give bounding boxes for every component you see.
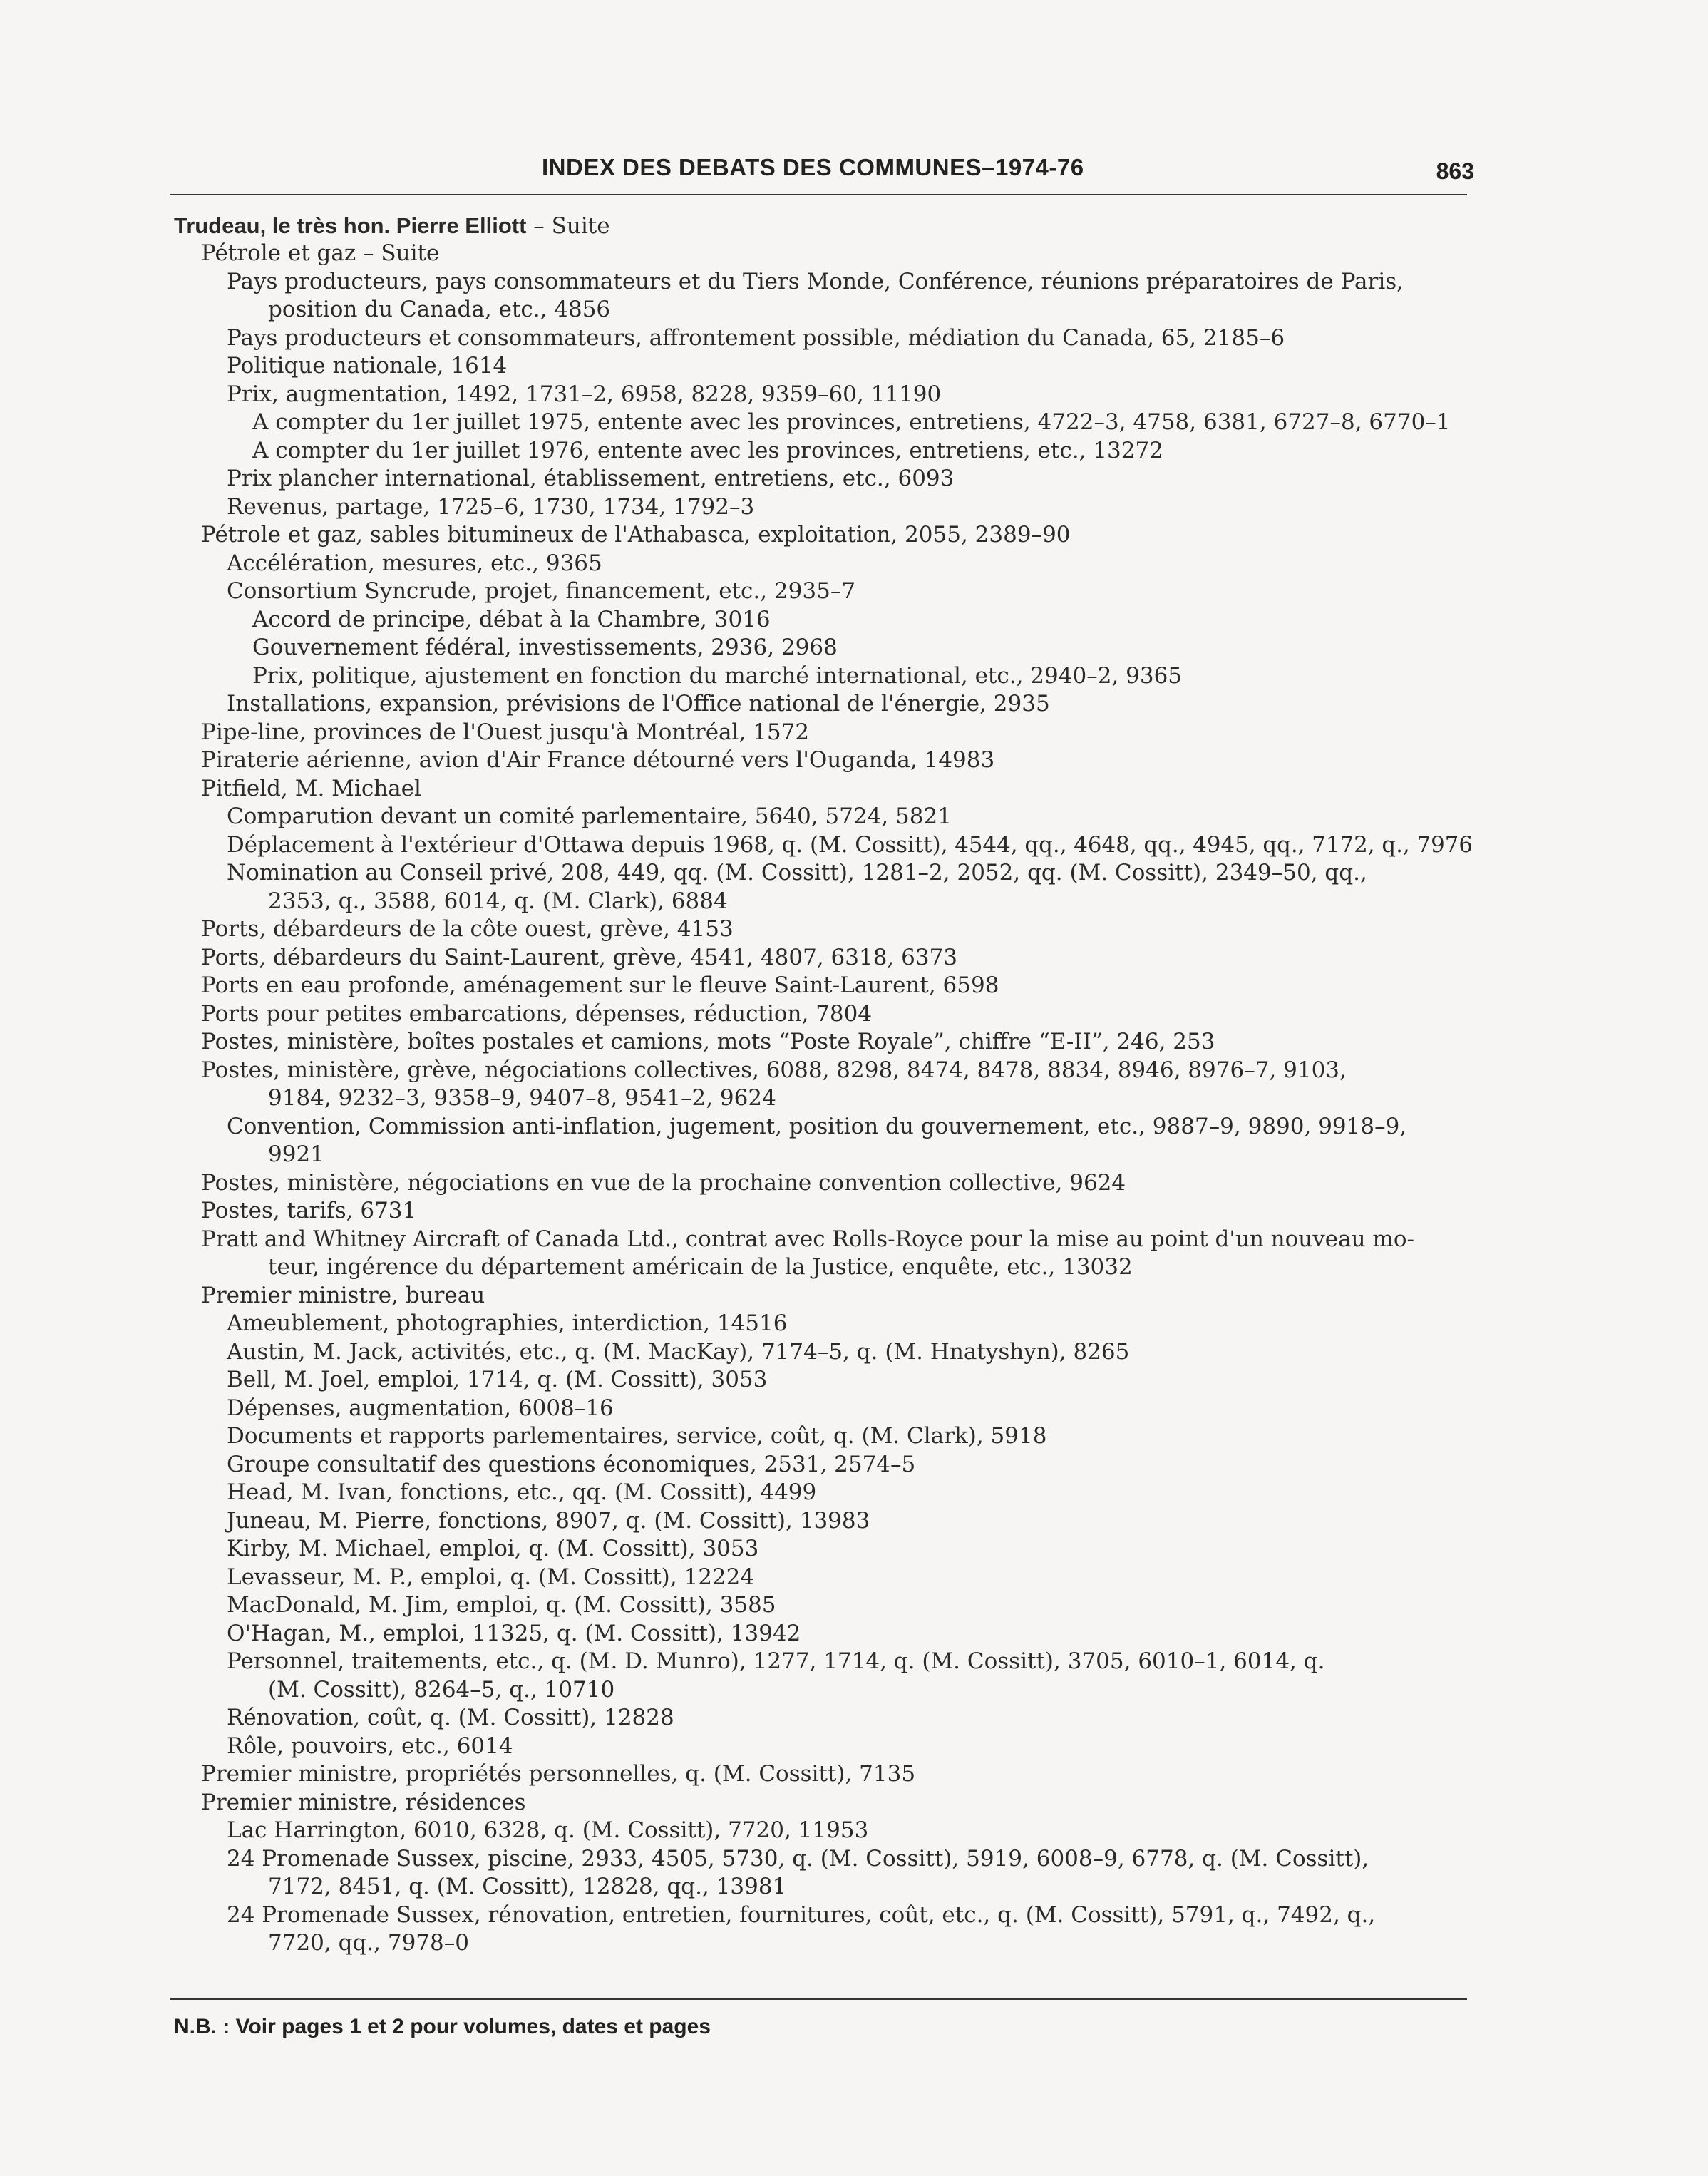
footnote: N.B. : Voir pages 1 et 2 pour volumes, dates et pages (174, 2015, 711, 2038)
index-entry: Ports pour petites embarcations, dépenses, réduction, 7804 (201, 1001, 873, 1027)
index-entry: Pétrole et gaz, sables bitumineux de l'Athabasca, exploitation, 2055, 2389–90 (201, 522, 1071, 548)
index-entry: A compter du 1er juillet 1976, entente avec les provinces, entretiens, etc., 13272 (252, 438, 1163, 463)
index-entry: Ports en eau profonde, aménagement sur le fleuve Saint-Laurent, 6598 (201, 972, 999, 998)
index-entry-continuation: 7720, qq., 7978–0 (268, 1930, 469, 1956)
index-entry: Pratt and Whitney Aircraft of Canada Ltd., contrat avec Rolls-Royce pour la mise au point d'un nouveau mo- (201, 1226, 1414, 1252)
index-entry: Groupe consultatif des questions économiques, 2531, 2574–5 (227, 1452, 916, 1477)
index-entry: Documents et rapports parlementaires, service, coût, q. (M. Clark), 5918 (227, 1423, 1047, 1449)
index-entry: Politique nationale, 1614 (227, 353, 508, 379)
index-entry: O'Hagan, M., emploi, 11325, q. (M. Cossitt), 13942 (227, 1621, 801, 1646)
index-entry: Levasseur, M. P., emploi, q. (M. Cossitt), 12224 (227, 1564, 755, 1590)
index-entry: Accélération, mesures, etc., 9365 (227, 550, 602, 576)
index-entry: Austin, M. Jack, activités, etc., q. (M. MacKay), 7174–5, q. (M. Hnatyshyn), 8265 (227, 1339, 1130, 1365)
page-number: 863 (1436, 158, 1474, 184)
index-entry: A compter du 1er juillet 1975, entente avec les provinces, entretiens, 4722–3, 4758, 6381, 6727–8, 6770–1 (252, 409, 1451, 435)
index-entry: Ameublement, photographies, interdiction, 14516 (227, 1310, 788, 1336)
index-entry: Comparution devant un comité parlementaire, 5640, 5724, 5821 (227, 804, 952, 829)
heading-name: Trudeau, le très hon. Pierre Elliott (174, 213, 527, 238)
index-entry: Postes, ministère, boîtes postales et camions, mots “Poste Royale”, chiffre “E-II”, 246, 253 (201, 1029, 1215, 1054)
index-entry: Premier ministre, résidences (201, 1790, 526, 1815)
index-entry: Pays producteurs et consommateurs, affrontement possible, médiation du Canada, 65, 2185–6 (227, 325, 1285, 351)
index-entry: Ports, débardeurs du Saint-Laurent, grève, 4541, 4807, 6318, 6373 (201, 945, 958, 970)
index-entry-continuation: 9921 (268, 1141, 324, 1167)
index-entry: Bell, M. Joel, emploi, 1714, q. (M. Cossitt), 3053 (227, 1367, 768, 1392)
index-entry: Revenus, partage, 1725–6, 1730, 1734, 1792–3 (227, 494, 755, 520)
index-entry: Déplacement à l'extérieur d'Ottawa depuis 1968, q. (M. Cossitt), 4544, qq., 4648, qq., 4945, qq., 7172, q., 7976 (227, 832, 1473, 858)
index-entry: Postes, ministère, grève, négociations collectives, 6088, 8298, 8474, 8478, 8834, 8946, 8976–7, 9103, (201, 1057, 1347, 1083)
index-entry: Nomination au Conseil privé, 208, 449, qq. (M. Cossitt), 1281–2, 2052, qq. (M. Cossitt), 2349–50, qq., (227, 860, 1367, 886)
index-entry: Personnel, traitements, etc., q. (M. D. Munro), 1277, 1714, q. (M. Cossitt), 3705, 6010–1, 6014, q. (227, 1648, 1325, 1674)
page-header-title: INDEX DES DEBATS DES COMMUNES–1974-76 (542, 154, 1084, 180)
index-entry: Consortium Syncrude, projet, financement, etc., 2935–7 (227, 578, 856, 604)
index-entry: Rénovation, coût, q. (M. Cossitt), 12828 (227, 1705, 674, 1730)
index-entry: 24 Promenade Sussex, piscine, 2933, 4505, 5730, q. (M. Cossitt), 5919, 6008–9, 6778, q. (M. Cossitt), (227, 1846, 1369, 1872)
index-entry: Gouvernement fédéral, investissements, 2936, 2968 (252, 635, 838, 660)
index-entry-continuation: teur, ingérence du département américain de la Justice, enquête, etc., 13032 (268, 1254, 1133, 1280)
index-entry: Kirby, M. Michael, emploi, q. (M. Cossitt), 3053 (227, 1536, 759, 1561)
index-entry: 24 Promenade Sussex, rénovation, entretien, fournitures, coût, etc., q. (M. Cossitt), 5791, q., 7492, q., (227, 1902, 1376, 1928)
index-entry: Premier ministre, propriétés personnelles, q. (M. Cossitt), 7135 (201, 1761, 916, 1787)
index-entry: Dépenses, augmentation, 6008–16 (227, 1395, 614, 1421)
index-entry: Head, M. Ivan, fonctions, etc., qq. (M. Cossitt), 4499 (227, 1479, 817, 1505)
index-entry-continuation: 2353, q., 3588, 6014, q. (M. Clark), 6884 (268, 888, 728, 914)
index-heading (174, 212, 610, 240)
index-entry-continuation: position du Canada, etc., 4856 (268, 297, 611, 322)
index-entry: Ports, débardeurs de la côte ouest, grève, 4153 (201, 916, 734, 942)
index-entry: Lac Harrington, 6010, 6328, q. (M. Cossitt), 7720, 11953 (227, 1817, 869, 1843)
index-entry: Pétrole et gaz – Suite (201, 240, 440, 266)
index-entry: Installations, expansion, prévisions de l'Office national de l'énergie, 2935 (227, 691, 1050, 717)
header-rule (170, 194, 1467, 195)
index-entry: Pays producteurs, pays consommateurs et du Tiers Monde, Conférence, réunions préparatoires de Paris, (227, 269, 1404, 294)
index-entry-continuation: 9184, 9232–3, 9358–9, 9407–8, 9541–2, 9624 (268, 1085, 776, 1111)
index-entry: Prix, politique, ajustement en fonction du marché international, etc., 2940–2, 9365 (252, 663, 1183, 689)
footer-rule (170, 1998, 1467, 2000)
index-entry: Premier ministre, bureau (201, 1283, 485, 1308)
index-entry: Postes, ministère, négociations en vue de la prochaine convention collective, 9624 (201, 1170, 1126, 1196)
index-entry: Convention, Commission anti-inflation, jugement, position du gouvernement, etc., 9887–9, 9890, 9918–9, (227, 1114, 1407, 1139)
index-entry-continuation: (M. Cossitt), 8264–5, q., 10710 (268, 1677, 615, 1703)
index-entry: Juneau, M. Pierre, fonctions, 8907, q. (M. Cossitt), 13983 (227, 1508, 870, 1534)
index-entry: Rôle, pouvoirs, etc., 6014 (227, 1733, 513, 1759)
index-entry: Prix plancher international, établissement, entretiens, etc., 6093 (227, 466, 955, 491)
index-entry: Piraterie aérienne, avion d'Air France détourné vers l'Ouganda, 14983 (201, 747, 995, 773)
index-entry: Pitfield, M. Michael (201, 776, 421, 801)
index-entry: Postes, tarifs, 6731 (201, 1198, 417, 1223)
index-entry: Accord de principe, débat à la Chambre, 3016 (252, 607, 771, 632)
index-entry: Prix, augmentation, 1492, 1731–2, 6958, 8228, 9359–60, 11190 (227, 381, 942, 407)
index-entry: Pipe-line, provinces de l'Ouest jusqu'à Montréal, 1572 (201, 719, 810, 745)
index-entry-continuation: 7172, 8451, q. (M. Cossitt), 12828, qq., 13981 (268, 1874, 787, 1899)
heading-suffix: – Suite (526, 213, 610, 239)
index-entry: MacDonald, M. Jim, emploi, q. (M. Cossitt), 3585 (227, 1592, 776, 1618)
